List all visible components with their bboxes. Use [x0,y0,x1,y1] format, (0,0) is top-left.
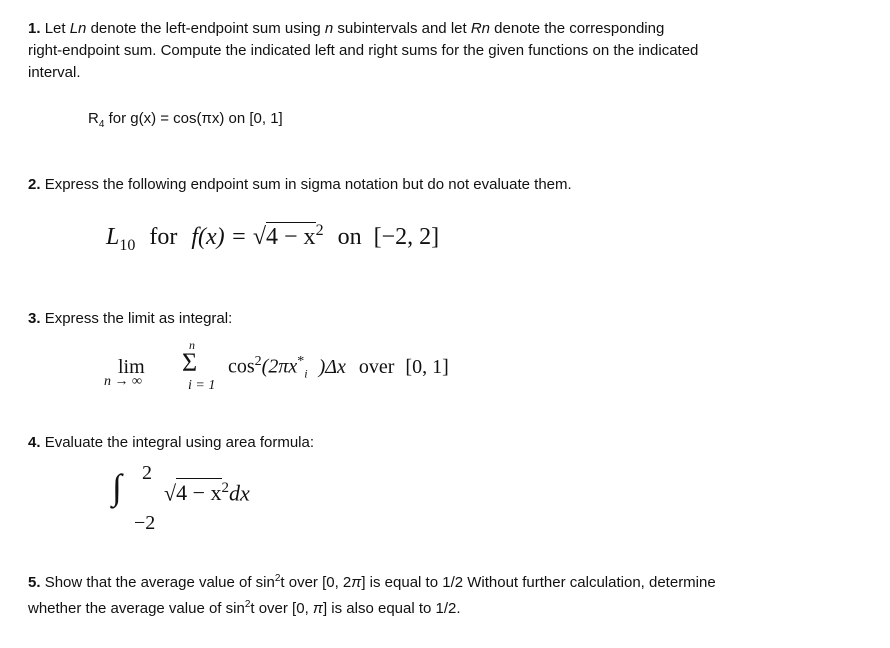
question-3-number: 3. [28,310,41,327]
integral-upper-limit: 2 [142,462,152,484]
lim-subscript: n → ∞ [104,374,142,389]
question-1-line-3: interval. [28,64,81,81]
question-5-line-2: whether the average value of $\sin^2t$ over [0, π] is also equal to 1/2. [28,599,461,617]
question-1-line-2: right-endpoint sum. Compute the indicated left and right sums for the given functions on the indicated [28,42,699,59]
question-1-formula: $R_4$ for g(x) = cos(πx) on [0, 1] [88,110,283,130]
question-1 [28,18,868,84]
sigma-lower: i = 1 [188,378,216,393]
question-1-number: 1. [28,20,41,37]
question-4: 4. Evaluate the integral using area formula: [28,434,315,451]
question-4-formula [112,462,372,544]
question-3: 3. Express the limit as integral: [28,310,233,327]
question-5 [28,568,868,620]
sigma-symbol: Σ [182,348,198,377]
question-2: 2. Express the following endpoint sum in sigma notation but do not evaluate them. [28,176,572,193]
sigma-upper: n [189,338,195,352]
question-2-number: 2. [28,176,41,193]
lim-label: lim [118,356,145,378]
question-4-number: 4. [28,434,41,451]
question-5-number: 5. [28,574,41,591]
question-3-formula [104,338,624,400]
summand: $\cos^2(2\pi x^*_i$ )Δx over [0, 1] [228,354,449,381]
sqrt-symbol: √ [252,224,267,250]
integrand: $√4 - x^2dx$ [164,480,250,506]
integral-lower-limit: −2 [134,512,156,534]
question-5-line-1: 5. Show that the average value of $\sin^2t$ over [0, 2π] is equal to 1/2 Without further calculation, determine [28,573,716,591]
integral-symbol: ∫ [112,467,122,507]
question-1-line-1: 1. Let Ln denote the left-endpoint sum using n subintervals and let Rn denote the corresponding [28,20,665,37]
question-2-formula: $L_{10}$ for $f(x) = √4 - x^2$ on [−2, 2] [106,222,440,254]
